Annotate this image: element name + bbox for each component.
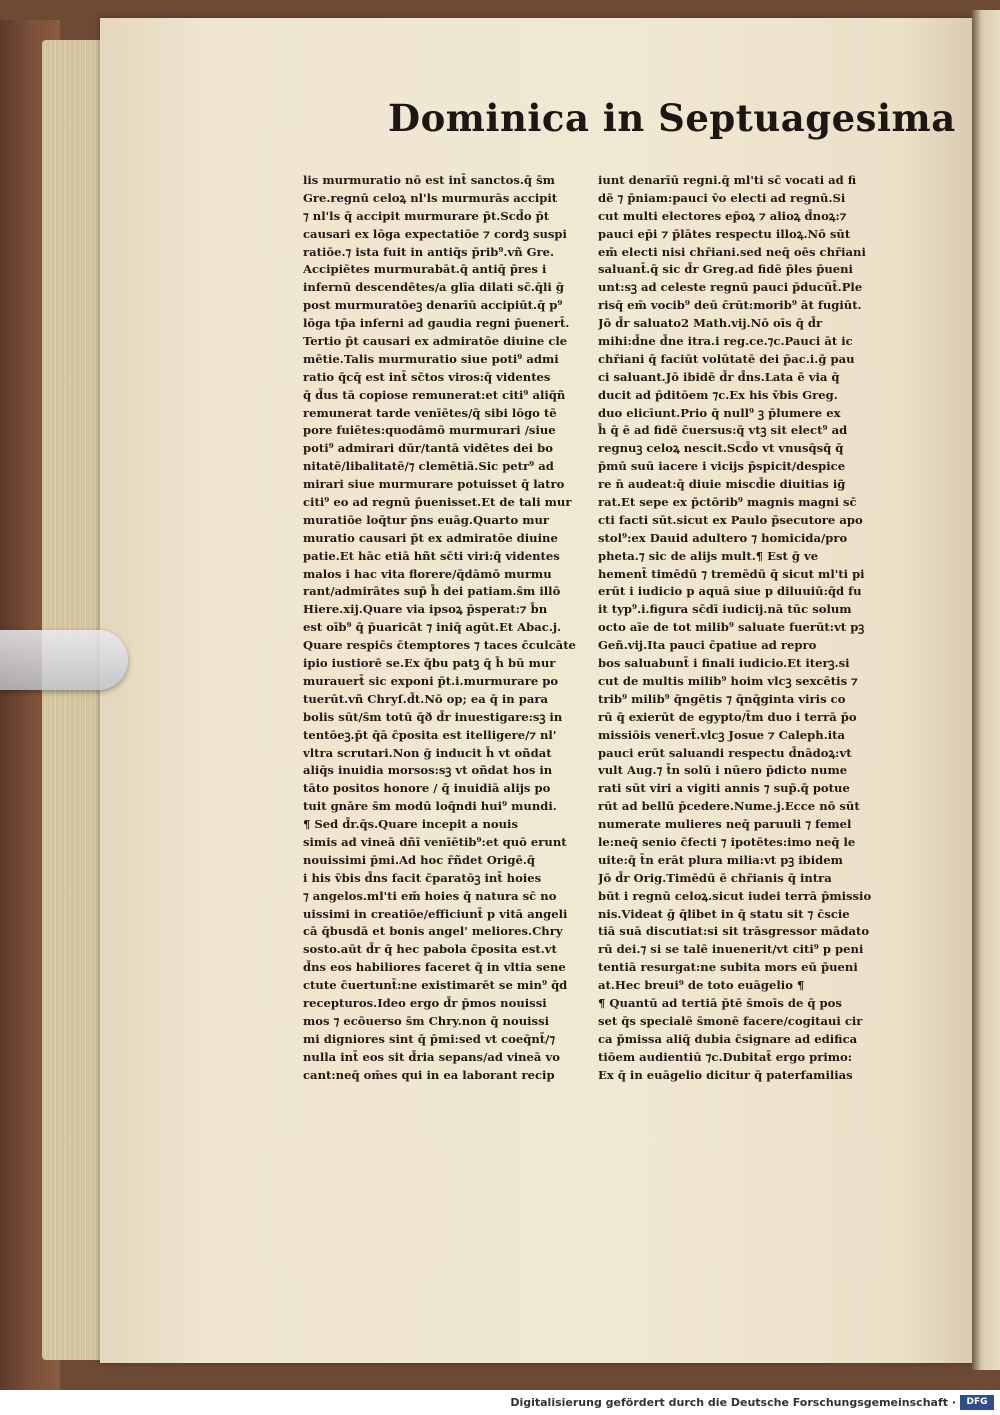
text-line: tuit gnāre s̄m modū loq̄ndi hui⁹ mundi.: [303, 799, 557, 814]
text-line: p̄mū suū iacere i vicijs p̄spicit/despice: [598, 459, 846, 474]
text-line: tiōem audientiū ⁊c.Dubitat̄ ergo primo:: [598, 1049, 853, 1064]
text-line: cant:neq̄ om̄es qui in ea laborant recip: [303, 1067, 555, 1082]
text-line: cut multi electores ep̄oꝝ ⁊ alioꝝ d̄noꝝ:⁊: [598, 208, 847, 223]
text-line: lōga tp̄a inferni ad gaudia regni p̄uenert̄.: [303, 316, 570, 331]
text-line: tentiā resurgat:ne subita mors eū p̄ueni: [598, 960, 858, 975]
text-line: ipio iustiorē se.Ex q̄bu patꝫ q̄ h̄ bū mur: [303, 656, 556, 671]
text-line: regnuꝫ celoꝝ nescit.Scd̄o vt vnusq̄sq̄ q̄: [598, 441, 844, 456]
text-line: tentōeꝫ.p̄t q̄ā c̄posita est itelligere/⁊ nl': [303, 727, 557, 742]
text-line: rū q̄ exierūt de egypto/t̄m duo i terrā p̄o: [598, 709, 857, 724]
page-clip: [0, 630, 128, 690]
text-line: citi⁹ eo ad regnū p̄uenisset.Et de tali mur: [303, 495, 572, 510]
text-line: mihi:d̄ne d̄ne itra.i reg.ce.⁊c.Pauci āt ic: [598, 334, 853, 349]
text-line: est oīb⁹ q̄ p̄uaricāt ⁊ iniq̄ agūt.Et Abac.j.: [303, 620, 562, 635]
text-line: vult Aug.⁊ t̄n solū i nūero p̄dicto nume: [598, 763, 848, 778]
text-line: ducit ad p̄ditōem ⁊c.Ex his v̄bis Greg.: [598, 387, 838, 402]
text-line: ratiōe.⁊ ista fuit in antiq̄s p̄rib⁹.vñ Gre.: [303, 244, 555, 259]
text-line: chr̄iani q̄ faciūt volūtatē dei p̄ac.i.ḡ pau: [598, 351, 855, 366]
text-line: Hiere.xij.Quare via ipsoꝝ p̄sperat:⁊ b̄n: [303, 602, 548, 617]
text-line: bos saluabunt̄ i finali iudicio.Et iterꝫ.si: [598, 656, 850, 671]
text-line: causari ex lōga expectatiōe ⁊ cordꝫ suspi: [303, 226, 567, 241]
text-line: vltra scrutari.Non ḡ inducit h̄ vt oñdat: [303, 745, 552, 760]
text-line: it typ⁹.i.figura sc̄dī iudicij.nā tūc solum: [598, 602, 852, 617]
text-line: ratio q̄cq̄ est int̄ sc̄tos viros:q̄ videntes: [303, 369, 551, 384]
text-line: Accipiētes murmurabāt.q̄ antiq̄ p̄res i: [303, 262, 547, 277]
text-line: Jō d̄r Orig.Timēdū ē chr̄ianis q̄ intra: [598, 870, 832, 885]
text-line: Gre.regnū celoꝝ nl'ls murmurās accipit: [303, 190, 558, 205]
text-line: ca p̄missa aliq̄ dubia c̄signare ad edifica: [598, 1031, 858, 1046]
text-line: poti⁹ admirari dūr/tantā vidētes dei bo: [303, 441, 553, 456]
text-line: mirari siue murmurare potuisset q̄ latro: [303, 477, 565, 492]
text-line: ⁊ nl'ls q̄ accipit murmurare p̄t.Scd̄o p̄t: [303, 208, 550, 223]
text-line: q̄ d̄us tā copiose remunerat:et citi⁹ aliq̄ñ: [303, 387, 566, 402]
text-line: numerate mulieres neq̄ paruuli ⁊ femel: [598, 817, 852, 832]
text-line: cut de multis milib⁹ hoim vlcꝫ sexcētis ⁊: [598, 673, 858, 688]
text-line: re n̄ audeat:q̄ diuie miscd̄ie diuitias ig̃: [598, 477, 846, 492]
left-text-column: [303, 172, 603, 1084]
text-line: remunerat tarde venīētes/q̄ sibi lōgo tē: [303, 405, 557, 420]
right-text-column: [598, 172, 898, 1084]
text-line: nouissimi p̄mi.Ad hoc r̄ñdet Origē.q̄: [303, 852, 536, 867]
text-line: infernū descendētes/a glīa dilati sc̄.q̄li ḡ: [303, 280, 564, 295]
text-line: ⁊ angelos.ml'ti em̄ hoies q̄ natura sc̄ no: [303, 888, 557, 903]
text-line: Quare respic̄s c̄temptores ⁊ taces c̄culcāte: [303, 638, 576, 653]
text-line: ci saluant.Jō ibidē d̄r d̄ns.Lata ē via q̄: [598, 369, 840, 384]
text-line: d̄ns eos habiliores faceret q̄ in vltia sene: [303, 960, 566, 975]
text-line: nitatē/libalitatē/⁊ clemētiā.Sic petr⁹ ad: [303, 459, 554, 474]
text-line: bolis sūt/s̄m totū q̄ð d̄r inuestigare:sꝫ in: [303, 709, 563, 724]
funding-credit: Digitalisierung gefördert durch die Deutsche Forschungsgemeinschaft ·: [510, 1396, 956, 1409]
text-line: muratio causari p̄t ex admiratōe diuine: [303, 530, 558, 545]
text-line: murauert̄ sic exponi p̄t.i.murmurare po: [303, 673, 559, 688]
page-heading: Dominica in Septuagesima: [388, 96, 956, 140]
text-line: pauci ep̄i ⁊ p̄lātes respectu illoꝝ.Nō sūt: [598, 226, 851, 241]
text-line: Ex q̄ in euāgelio dicitur q̄ paterfamilias: [598, 1067, 853, 1082]
text-line: cā q̄busdā et bonis angel' meliores.Chry: [303, 924, 563, 939]
text-line: risq̄ em̄ vocib⁹ deū c̄rūt:morib⁹ āt fugiūt.: [598, 298, 862, 313]
text-line: ¶ Sed d̄r.q̄s.Quare incepit a nouis: [303, 817, 518, 832]
text-line: rant/admirātes sup̄ h̄ dei patiam.s̄m illō: [303, 584, 561, 599]
text-line: unt:sꝫ ad celeste regnū pauci p̄ducūt̄.Ple: [598, 280, 863, 295]
text-line: aliq̄s inuidia morsos:sꝫ vt oñdat hos in: [303, 763, 553, 778]
text-line: post murmuratōeꝫ denarīū accipiūt.q̄ p⁹: [303, 298, 563, 313]
text-line: rati sūt viri a vigiti annis ⁊ sup̄.q̄ potue: [598, 781, 850, 796]
text-line: stol⁹:ex Dauid adultero ⁊ homicida/pro: [598, 530, 848, 545]
text-line: h̄ q̄ ē ad fidē c̄uersus:q̄ vtꝫ sit elect⁹ ad: [598, 423, 848, 438]
text-line: Tertio p̄t causari ex admiratōe diuine cle: [303, 334, 568, 349]
text-line: muratiōe loq̄tur p̄ns euāg.Quarto mur: [303, 512, 550, 527]
text-line: uissimi in creatiōe/efficiunt̄ p vitā angeli: [303, 906, 568, 921]
text-line: tiā suā discutiat:si sit trāsgressor mādato: [598, 924, 870, 939]
text-line: tuerūt.vñ Chryſ.d̄t.Nō op; ea q̄ in para: [303, 691, 549, 706]
text-line: ¶ Quantū ad tertiā p̄tē s̄moīs de q̄ pos: [598, 995, 842, 1010]
text-line: sosto.aūt d̄r q̄ hec pabola c̄posita est.vt: [303, 942, 557, 957]
text-line: Geñ.vij.Ita pauci c̄patiue ad repro: [598, 638, 817, 653]
text-line: mos ⁊ ecōuerso s̄m Chry.non q̄ nouissi: [303, 1013, 550, 1028]
text-line: pheta.⁊ sic de alijs mult.¶ Est ḡ ve: [598, 548, 819, 563]
text-line: rūt ad bellū p̄cedere.Nume.j.Ecce nō sūt: [598, 799, 860, 814]
text-line: dē ⁊ p̄niam:pauci v̄o electi ad regnū.Si: [598, 190, 846, 205]
text-line: uite:q̄ t̄n erāt plura milia:vt pꝫ ibidem: [598, 852, 843, 867]
text-line: duo elicīunt.Prio q̄ null⁹ ꝫ p̄lumere ex: [598, 405, 841, 420]
text-line: set q̄s specialē s̄monē facere/cogitaui cir: [598, 1013, 863, 1028]
text-line: iunt denarīū regni.q̄ ml'ti sc̄ vocati ad fi: [598, 173, 857, 187]
text-line: pauci erūt saluandi respectu d̄nādoꝝ:vt: [598, 745, 852, 760]
text-line: būt i regnū celoꝝ.sicut iudei terrā p̄missio: [598, 888, 872, 903]
footer-bar: [0, 1392, 1000, 1415]
text-line: saluant̄.q̄ sic d̄r Greg.ad fidē p̄les p̄ueni: [598, 262, 853, 277]
text-line: nulla int̄ eos sit d̄ria sepans/ad vineā vo: [303, 1049, 560, 1064]
text-line: octo aīe de tot milib⁹ saluate fuerūt:vt pꝫ: [598, 620, 865, 635]
text-line: ctute c̄uertunt̄:ne existimarēt se min⁹ q̄d: [303, 978, 568, 993]
text-line: malos i hac vita florere/q̄dāmō murmu: [303, 566, 552, 581]
text-line: recepturos.Ideo ergo d̄r p̄mos nouissi: [303, 995, 547, 1010]
dfg-logo: DFG: [960, 1395, 994, 1410]
text-line: at.Hec breui⁹ de toto euāgelio ¶: [598, 978, 805, 993]
text-line: erūt i iudicio p aquā siue p diluuiū:q̄d fu: [598, 584, 862, 599]
text-line: lis murmuratio nō est int̄ sanctos.q̄ s̄m: [303, 173, 555, 187]
text-line: pore fuiētes:quodāmō murmurari /siue: [303, 423, 556, 438]
text-line: cti facti sūt.sicut ex Paulo p̄secutore apo: [598, 512, 863, 527]
text-line: le:neq̄ senio c̄fecti ⁊ ipotētes:imo neq̄ le: [598, 834, 856, 849]
facing-page-edge: [972, 10, 1000, 1370]
text-line: rū dei.⁊ si se talē inuenerit/vt citi⁹ p peni: [598, 942, 864, 957]
text-line: Jō d̄r saluato2 Math.vij.Nō oīs q̄ d̄r: [598, 316, 823, 331]
text-line: tāto positos honore / q̄ inuidiā alijs po: [303, 781, 551, 796]
text-line: em̄ electi nisi chr̄iani.sed neq̄ oēs chr̄iani: [598, 244, 866, 259]
text-line: i his v̄bis d̄ns facit c̄paratōꝫ int̄ hoies: [303, 870, 542, 885]
text-line: mi digniores sint q̄ p̄mi:sed vt coeq̄nt̄/⁊: [303, 1031, 556, 1046]
text-line: trib⁹ milib⁹ q̄ngētis ⁊ q̄nq̄ginta viris co: [598, 691, 846, 706]
text-line: missiōis venert̄.vlcꝫ Josue ⁊ Caleph.ita: [598, 727, 846, 742]
text-line: rat.Et sepe ex p̄ctōrib⁹ magnis magni sc̄: [598, 495, 857, 510]
text-line: hement̄ timēdū ⁊ tremēdū q̄ sicut ml'ti pi: [598, 566, 865, 581]
text-line: mētie.Talis murmuratio siue poti⁹ admi: [303, 351, 559, 366]
text-line: nis.Videat ḡ q̄libet in q̄ statu sit ⁊ c̄scie: [598, 906, 850, 921]
text-line: simis ad vineā dñī venīētib⁹:et quō erunt: [303, 834, 567, 849]
text-line: patie.Et hāc etiā hñt sc̄ti viri:q̄ videntes: [303, 548, 560, 563]
